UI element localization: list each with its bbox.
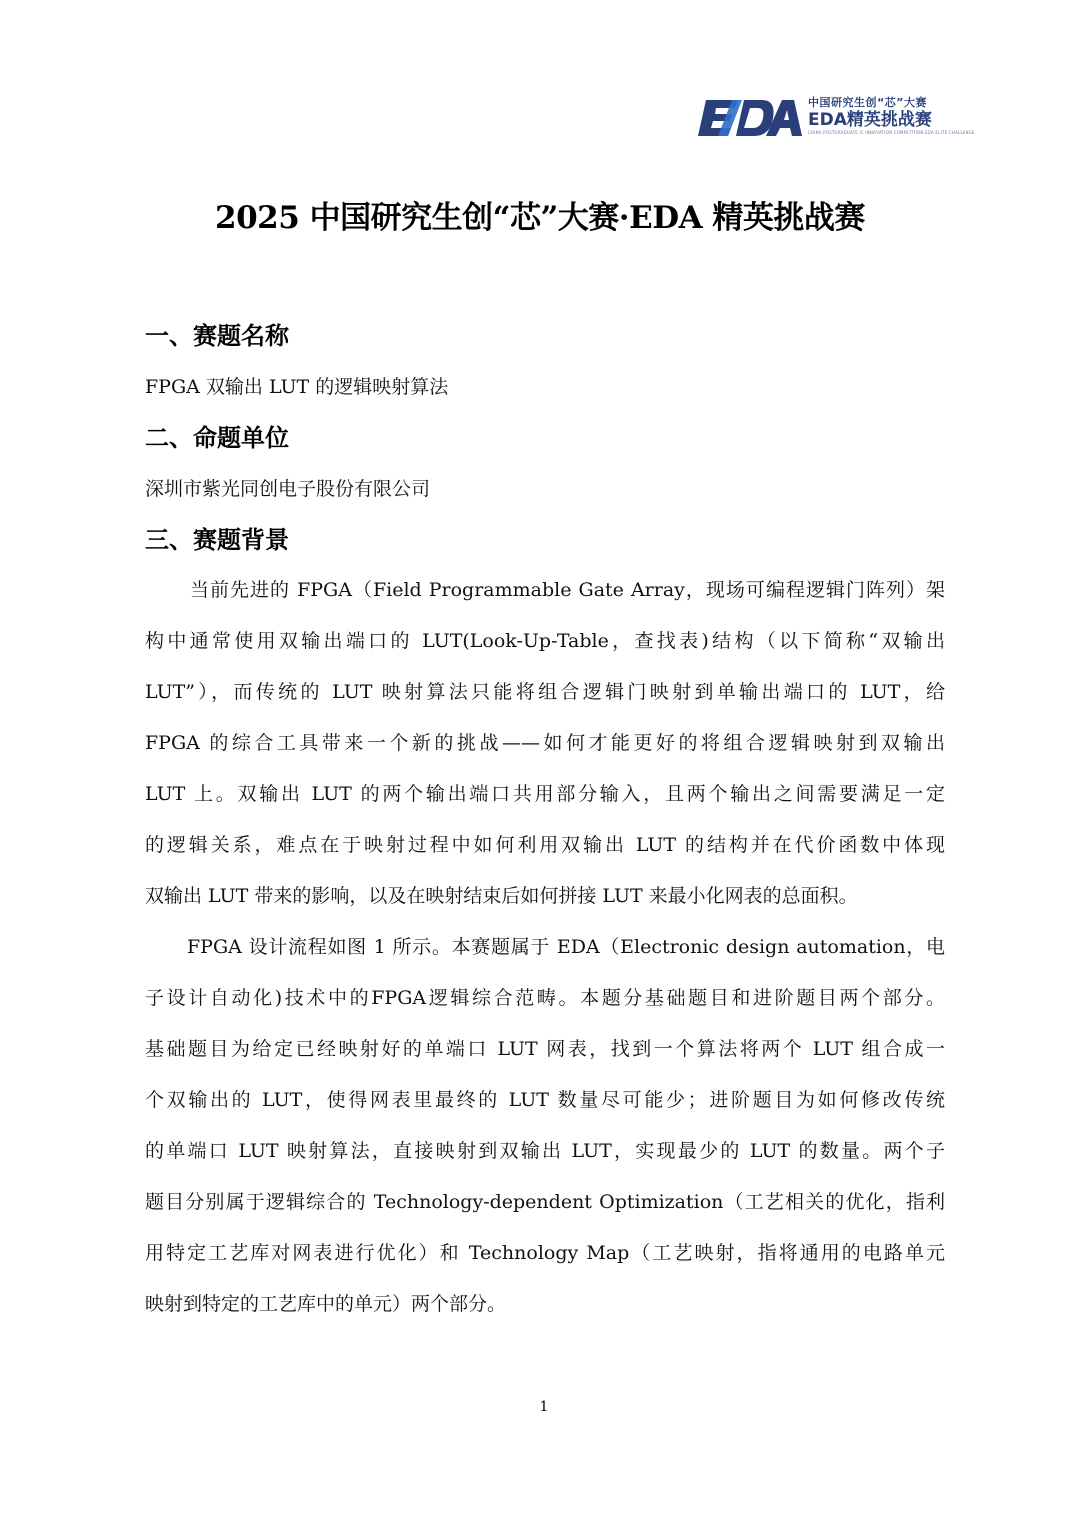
paragraph-line: 用特定工艺库对网表进行优化）和 Technology Map（工艺映射，指将通用的电路单元 (145, 1242, 945, 1264)
paragraph-line: 构中通常使用双输出端口的 LUT(Look-Up-Table，查找表)结构（以下简称“双输出 (145, 630, 945, 652)
page-number: 1 (539, 1399, 549, 1415)
paragraph-line: LUT 上。双输出 LUT 的两个输出端口共用部分输入，且两个输出之间需要满足一定 (145, 783, 945, 805)
logo-text (808, 96, 975, 136)
paragraph-line: 题目分别属于逻辑综合的 Technology-dependent Optimization（工艺相关的优化，指利 (145, 1191, 945, 1213)
paragraph-line: 双输出 LUT 带来的影响，以及在映射结束后如何拼接 LUT 来最小化网表的总面积。 (145, 885, 858, 907)
logo-challenge-name: EDA精英挑战赛 (808, 110, 932, 130)
paragraph-line: LUT”），而传统的 LUT 映射算法只能将组合逻辑门映射到单输出端口的 LUT，给 (145, 681, 945, 703)
paragraph-line: 子设计自动化)技术中的FPGA逻辑综合范畴。本题分基础题目和进阶题目两个部分。 (145, 987, 945, 1009)
topic-name-text: FPGA 双输出 LUT 的逻辑映射算法 (145, 376, 449, 398)
section-heading-topic-name: 一、赛题名称 (145, 322, 289, 350)
document-body (145, 314, 945, 1330)
eda-logo-mark-icon (698, 98, 804, 138)
paragraph-line: 基础题目为给定已经映射好的单端口 LUT 网表，找到一个算法将两个 LUT 组合成一 (145, 1038, 945, 1060)
paragraph-line: 映射到特定的工艺库中的单元）两个部分。 (145, 1293, 507, 1315)
background-paragraph-1 (145, 565, 945, 922)
document-title: 2025 中国研究生创“芯”大赛·EDA 精英挑战赛 (215, 200, 865, 236)
proposer-text: 深圳市紫光同创电子股份有限公司 (145, 478, 431, 500)
paragraph-line: 的单端口 LUT 映射算法，直接映射到双输出 LUT，实现最少的 LUT 的数量。两个子 (145, 1140, 945, 1162)
paragraph-line: 个双输出的 LUT，使得网表里最终的 LUT 数量尽可能少；进阶题目为如何修改传统 (145, 1089, 945, 1111)
section-heading-proposer: 二、命题单位 (145, 424, 289, 452)
background-paragraph-2 (145, 922, 945, 1330)
paragraph-line: FPGA 的综合工具带来一个新的挑战——如何才能更好的将组合逻辑映射到双输出 (145, 732, 945, 754)
paragraph-line: 当前先进的 FPGA（Field Programmable Gate Array，现场可编程逻辑门阵列）架 (190, 579, 945, 601)
logo-competition-name: 中国研究生创“芯”大赛 (808, 96, 927, 109)
section-heading-background: 三、赛题背景 (145, 526, 289, 554)
paragraph-line: FPGA 设计流程如图 1 所示。本赛题属于 EDA（Electronic design automation，电 (187, 936, 945, 958)
competition-logo (698, 96, 975, 142)
paragraph-line: 的逻辑关系，难点在于映射过程中如何利用双输出 LUT 的结构并在代价函数中体现 (145, 834, 945, 856)
logo-english-subtitle: CHINA POSTGRADUATE IC INNOVATION COMPETITION·EDA ELITE CHALLENGE (808, 130, 975, 135)
